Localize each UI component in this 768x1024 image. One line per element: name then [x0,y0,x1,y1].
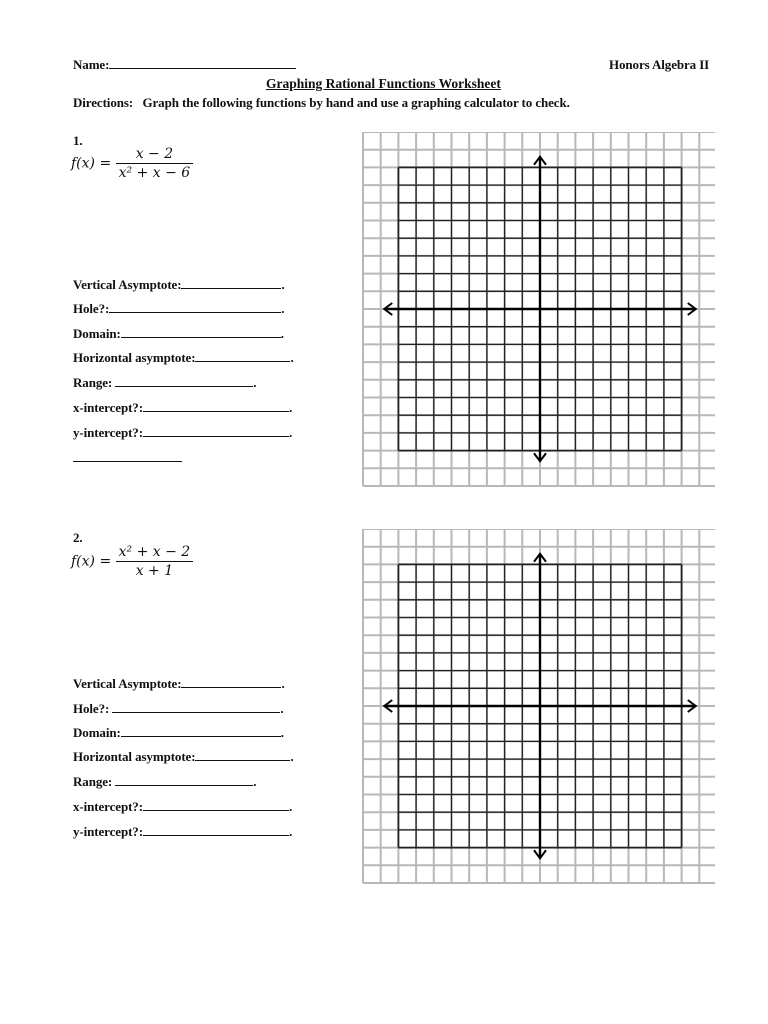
p1-field-range: Range: . [73,375,257,390]
p1-field-domain: Domain: . [73,326,284,341]
answer-blank[interactable] [143,799,289,811]
coordinate-grid-1[interactable] [361,132,715,490]
p2-field-vertical-asymptote: Vertical Asymptote: . [73,676,285,691]
course-label: Honors Algebra II [609,57,710,72]
denominator: x + 1 [135,563,174,579]
p1-field-y-intercept: y-intercept?: . [73,425,293,440]
p1-field-horizontal-asymptote: Horizontal asymptote: . [73,350,294,365]
p2-field-y-intercept: y-intercept?: . [73,824,293,839]
name-blank[interactable] [109,57,296,69]
p1-field-vertical-asymptote: Vertical Asymptote: . [73,277,285,292]
function-lhs: f(x) = [71,553,112,570]
denominator: x² + x − 6 [118,165,191,181]
answer-blank[interactable] [115,375,253,387]
numerator: x − 2 [116,146,194,164]
answer-blank[interactable] [143,824,289,836]
p1-extra-blank[interactable] [73,449,182,462]
p1-field-hole: Hole?: . [73,301,285,316]
answer-blank[interactable] [109,301,281,313]
problem-1-function [71,146,193,181]
function-lhs: f(x) = [71,155,112,172]
fraction [116,544,194,579]
graph-2[interactable] [361,529,715,887]
answer-blank[interactable] [143,425,289,437]
problem-2-number: 2. [73,530,83,545]
answer-blank[interactable] [181,277,281,289]
name-label: Name: [73,57,110,72]
coordinate-grid-2[interactable] [361,529,715,887]
p1-field-x-intercept: x-intercept?: . [73,400,293,415]
answer-blank[interactable] [143,400,289,412]
worksheet-title: Graphing Rational Functions Worksheet [266,76,501,91]
answer-blank[interactable] [181,676,281,688]
numerator: x² + x − 2 [116,544,194,562]
answer-blank[interactable] [121,326,281,338]
p2-field-range: Range: . [73,774,257,789]
p2-field-horizontal-asymptote: Horizontal asymptote: . [73,749,294,764]
fraction [116,146,194,181]
answer-blank[interactable] [115,774,253,786]
problem-2-function [71,544,193,579]
answer-blank[interactable] [195,749,290,761]
directions: Directions: Graph the following functions by hand and use a graphing calculator to check. [73,95,570,110]
p2-field-hole: Hole?: . [73,701,284,716]
answer-blank[interactable] [121,725,281,737]
problem-1-number: 1. [73,133,83,148]
answer-blank[interactable] [195,350,290,362]
name-row [73,57,296,73]
p2-field-domain: Domain: . [73,725,284,740]
p2-field-x-intercept: x-intercept?: . [73,799,293,814]
graph-1[interactable] [361,132,715,490]
answer-blank[interactable] [112,701,280,713]
